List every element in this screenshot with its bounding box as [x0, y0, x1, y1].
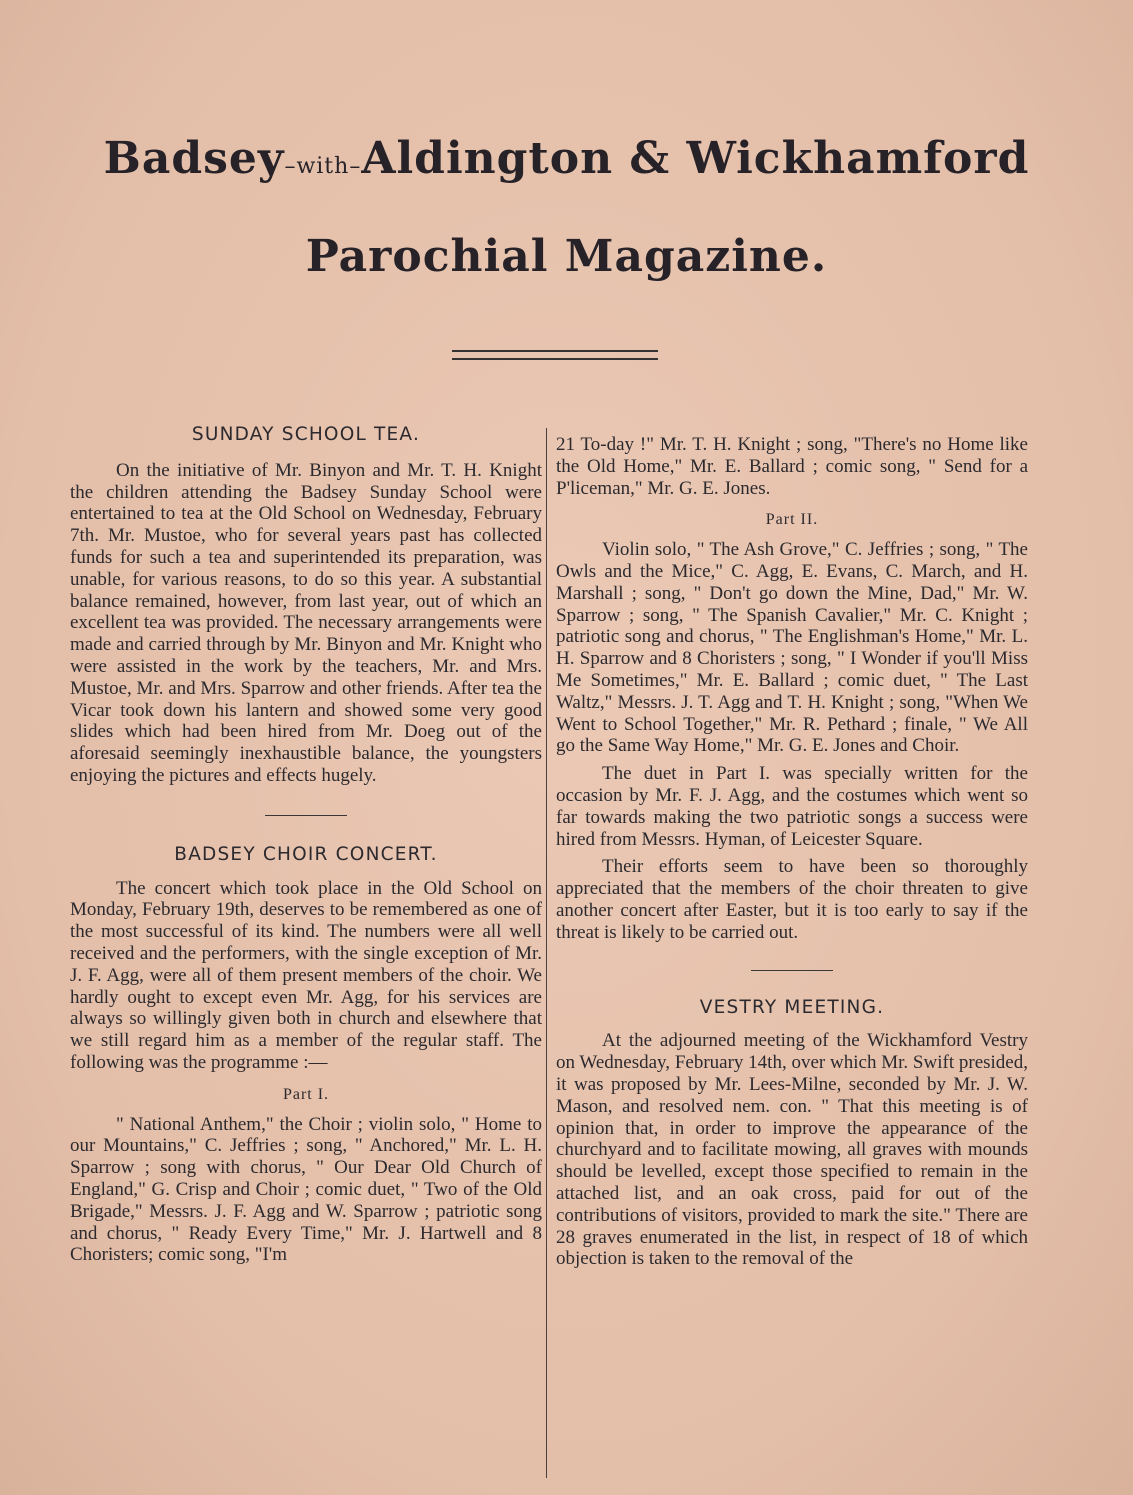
masthead-line-2: Parochial Magazine.: [305, 231, 828, 282]
masthead-aldington: Aldington & Wickhamford: [361, 133, 1030, 184]
paragraph-efforts: Their efforts seem to have been so thoroughly appreciated that the members of the choir threaten to give another concert after Easter, but it is too early to say if the threat is likely to be carried out.: [556, 856, 1028, 943]
masthead-divider: [452, 350, 658, 360]
column-divider: [546, 428, 547, 1478]
paragraph-part-2: Violin solo, " The Ash Grove," C. Jeffries ; song, " The Owls and the Mice," C. Agg, E. Evans, C. March, and H. Marshall ; song, " Don't go down the Mine, Dad," Mr. W. Sparrow ; song, " The Spanish Cavalier," Mr. C. Knight ; patriotic song and chorus, " The Englishman's Home," Mr. L. H. Sparrow and 8 Choristers ; song, " I Wonder if you'll Miss Me Sometimes," Mr. E. Ballard ; comic duet, " The Last Waltz," Messrs. J. T. Agg and T. H. Knight ; song, "When We Went to School Together," Mr. R. Pethard ; finale, " We All go the Same Way Home," Mr. G. E. Jones and Choir.: [556, 539, 1028, 757]
paragraph-sunday-school: On the initiative of Mr. Binyon and Mr. T. H. Knight the children attending the Badsey Sunday School were entertained to tea at the Old School on Wednesday, February 7th. Mr. Mustoe, who for several years past has collected funds for such a tea and superintended its preparation, was unable, for various reasons, to do so this year. A substantial balance remained, however, from last year, out of which an excellent tea was provided. The necessary arrangements were made and carried through by Mr. Binyon and Mr. Knight who were assisted in the work by the teachers, Mr. and Mrs. Mustoe, Mr. and Mrs. Sparrow and other friends. After tea the Vicar took down his lantern and showed some very good slides which had been hired from Mr. Doeg out of the aforesaid seemingly inexhaustible balance, the youngsters enjoying the pictures and effects hugely.: [70, 459, 542, 786]
part-heading-1: Part I.: [282, 1085, 330, 1103]
masthead-with: –with–: [284, 154, 362, 179]
paragraph-part-1-continued: 21 To-day !" Mr. T. H. Knight ; song, "There's no Home like the Old Home," Mr. E. Ballard ; comic song, " Send for a P'liceman," Mr. G. E. Jones.: [556, 434, 1028, 499]
left-column: [70, 424, 542, 1266]
section-heading-vestry: VESTRY MEETING.: [699, 996, 885, 1018]
masthead-line-1: [40, 128, 1093, 198]
paragraph-vestry: At the adjourned meeting of the Wickhamford Vestry on Wednesday, February 14th, over which Mr. Swift presided, it was proposed by Mr. Lees-Milne, seconded by Mr. J. W. Mason, and resolved nem. con. " That this meeting is of opinion that, in order to improve the appearance of the churchyard and to facilitate mowing, all graves with mounds should be levelled, except those specified to remain in the attached list, and an oak cross, paid for out of the contributions of visitors, provided to mark the site." There are 28 graves enumerated in the list, in respect of 18 of which objection is taken to the removal of the: [556, 1030, 1028, 1270]
paragraph-part-1: " National Anthem," the Choir ; violin solo, " Home to our Mountains," C. Jeffries ; song, " Anchored," Mr. L. H. Sparrow ; song with chorus, " Our Dear Old Church of England," G. Crisp and Choir ; comic duet, " Two of the Old Brigade," Messrs. J. F. Agg and W. Sparrow ; patriotic song and chorus, " Ready Every Time," Mr. J. Hartwell and 8 Choristers; comic song, "I'm: [70, 1113, 542, 1266]
right-column: [556, 434, 1028, 1270]
part-heading-2: Part II.: [765, 511, 819, 529]
paragraph-duet: The duet in Part I. was specially written for the occasion by Mr. F. J. Agg, and the costumes which went so far towards making the two patriotic songs a success were hired from Messrs. Hyman, of Leicester Square.: [556, 763, 1028, 850]
section-heading-sunday-school: SUNDAY SCHOOL TEA.: [191, 424, 421, 445]
masthead: [40, 128, 1093, 288]
paragraph-choir-concert: The concert which took place in the Old School on Monday, February 19th, deserves to be remembered as one of the most successful of its kind. The numbers were all well received and the performers, with the single exception of Mr. J. F. Agg, were all of them present members of the choir. We hardly ought to except even Mr. Agg, for his services are always so willingly given both in church and elsewhere that we still regard him as a member of the regular staff. The following was the programme :—: [70, 877, 542, 1073]
masthead-badsey: Badsey: [103, 133, 285, 184]
section-heading-choir-concert: BADSEY CHOIR CONCERT.: [174, 843, 438, 865]
